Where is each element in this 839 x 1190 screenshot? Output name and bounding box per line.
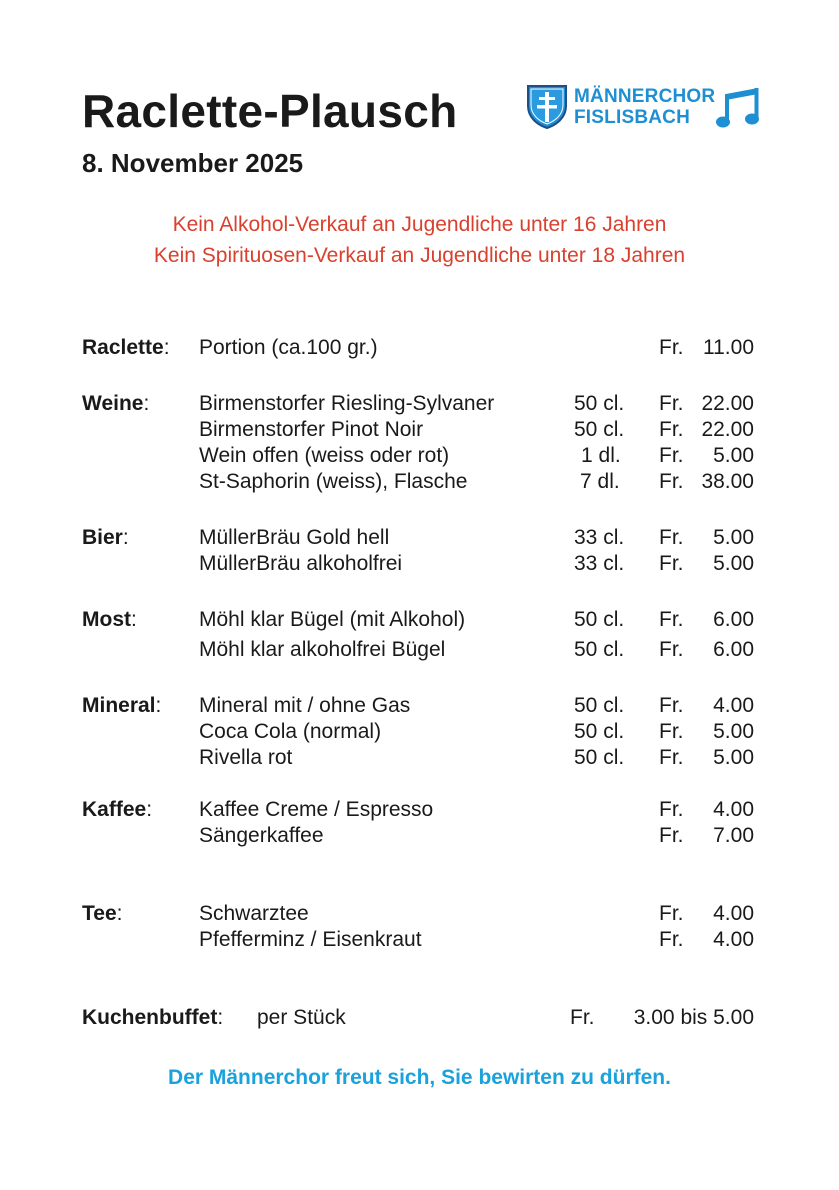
- menu-row: [0, 719, 839, 745]
- category-label: Weine:: [82, 392, 150, 415]
- menu-row: [0, 927, 839, 953]
- price: 5.00: [713, 746, 754, 769]
- item-name: Kaffee Creme / Espresso: [199, 798, 434, 821]
- item-size: 50 cl.: [574, 720, 625, 743]
- currency: Fr.: [659, 928, 684, 951]
- item-name: Coca Cola (normal): [199, 720, 382, 743]
- menu-row: [0, 797, 839, 823]
- item-size: 1 dl.: [581, 444, 621, 467]
- item-name: Wein offen (weiss oder rot): [199, 444, 450, 467]
- price: 4.00: [713, 928, 754, 951]
- menu-row: [0, 525, 839, 551]
- menu-row: [0, 1005, 839, 1031]
- price: 5.00: [713, 444, 754, 467]
- logo-line-1: MÄNNERCHOR: [574, 86, 716, 107]
- price: 4.00: [713, 798, 754, 821]
- item-size: 50 cl.: [574, 638, 625, 661]
- price: 5.00: [713, 552, 754, 575]
- menu-row: [0, 823, 839, 849]
- menu-row: [0, 391, 839, 417]
- price: 5.00: [713, 526, 754, 549]
- item-name: Möhl klar alkoholfrei Bügel: [199, 638, 446, 661]
- club-logo: [526, 84, 762, 134]
- currency: Fr.: [659, 824, 684, 847]
- currency: Fr.: [659, 526, 684, 549]
- price: 4.00: [713, 694, 754, 717]
- currency: Fr.: [659, 746, 684, 769]
- item-size: 50 cl.: [574, 694, 625, 717]
- currency: Fr.: [659, 798, 684, 821]
- item-name: MüllerBräu alkoholfrei: [199, 552, 403, 575]
- menu-row: [0, 335, 839, 361]
- item-size: 7 dl.: [580, 470, 620, 493]
- logo-line-2: FISLISBACH: [574, 107, 690, 128]
- item-name: St-Saphorin (weiss), Flasche: [199, 470, 468, 493]
- item-name: MüllerBräu Gold hell: [199, 526, 390, 549]
- item-size: 50 cl.: [574, 418, 625, 441]
- menu-row: [0, 417, 839, 443]
- menu-row: [0, 469, 839, 495]
- currency: Fr.: [659, 470, 684, 493]
- item-name: per Stück: [257, 1006, 346, 1029]
- currency: Fr.: [659, 336, 684, 359]
- menu-row: [0, 607, 839, 633]
- footer-message: Der Männerchor freut sich, Sie bewirten zu dürfen.: [168, 1066, 671, 1089]
- price: 5.00: [713, 720, 754, 743]
- menu-row: [0, 693, 839, 719]
- price: 6.00: [713, 638, 754, 661]
- price: 6.00: [713, 608, 754, 631]
- category-label: Kuchenbuffet:: [82, 1006, 224, 1029]
- currency: Fr.: [659, 608, 684, 631]
- category-label: Kaffee:: [82, 798, 153, 821]
- page-title: Raclette-Plausch: [82, 85, 458, 137]
- category-label: Tee:: [82, 902, 123, 925]
- notice-spirits: Kein Spirituosen-Verkauf an Jugendliche unter 18 Jahren: [153, 244, 686, 267]
- menu-row: [0, 745, 839, 771]
- price: 38.00: [701, 470, 754, 493]
- category-label: Mineral:: [82, 694, 162, 717]
- price: 22.00: [701, 418, 754, 441]
- item-size: 50 cl.: [574, 608, 625, 631]
- item-name: Birmenstorfer Riesling-Sylvaner: [199, 392, 495, 415]
- menu-row: [0, 637, 839, 663]
- menu-row: [0, 551, 839, 577]
- currency: Fr.: [659, 444, 684, 467]
- currency: Fr.: [570, 1006, 595, 1029]
- item-name: Möhl klar Bügel (mit Alkohol): [199, 608, 466, 631]
- price: 7.00: [713, 824, 754, 847]
- category-label: Raclette:: [82, 336, 170, 359]
- category-label: Most:: [82, 608, 137, 631]
- item-name: Schwarztee: [199, 902, 309, 925]
- currency: Fr.: [659, 638, 684, 661]
- item-size: 50 cl.: [574, 746, 625, 769]
- notice-alcohol: Kein Alkohol-Verkauf an Jugendliche unter 16 Jahren: [172, 213, 667, 236]
- item-size: 33 cl.: [574, 526, 625, 549]
- item-name: Mineral mit / ohne Gas: [199, 694, 411, 717]
- item-name: Rivella rot: [199, 746, 293, 769]
- price: 22.00: [701, 392, 754, 415]
- price: 11.00: [703, 336, 754, 359]
- category-label: Bier:: [82, 526, 129, 549]
- item-size: 33 cl.: [574, 552, 625, 575]
- currency: Fr.: [659, 392, 684, 415]
- currency: Fr.: [659, 552, 684, 575]
- item-name: Sängerkaffee: [199, 824, 324, 847]
- menu-row: [0, 901, 839, 927]
- logo-text: [574, 86, 715, 128]
- item-size: 50 cl.: [574, 392, 625, 415]
- price: 4.00: [713, 902, 754, 925]
- item-name: Portion (ca.100 gr.): [199, 336, 378, 359]
- item-name: Birmenstorfer Pinot Noir: [199, 418, 424, 441]
- music-note-icon: [714, 84, 762, 132]
- cross-shield-icon: [526, 84, 568, 130]
- item-name: Pfefferminz / Eisenkraut: [199, 928, 422, 951]
- currency: Fr.: [659, 418, 684, 441]
- currency: Fr.: [659, 720, 684, 743]
- currency: Fr.: [659, 694, 684, 717]
- event-date: 8. November 2025: [82, 148, 304, 178]
- menu-row: [0, 443, 839, 469]
- currency: Fr.: [659, 902, 684, 925]
- price: 3.00 bis 5.00: [633, 1006, 754, 1029]
